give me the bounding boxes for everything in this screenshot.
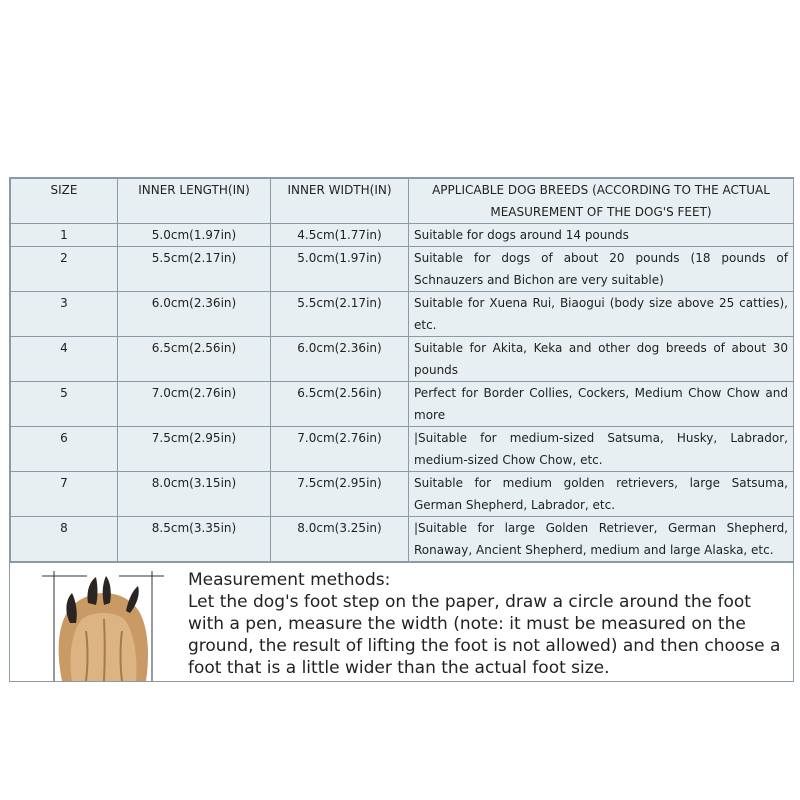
cell-size: 2 xyxy=(11,247,118,292)
cell-breeds: |Suitable for large Golden Retriever, German Shepherd, Ronaway, Ancient Shepherd, medium and large Alaska, etc. xyxy=(409,517,794,562)
cell-breeds: |Suitable for medium-sized Satsuma, Husky, Labrador, medium-sized Chow Chow, etc. xyxy=(409,427,794,472)
cell-length: 5.5cm(2.17in) xyxy=(118,247,271,292)
cell-width: 6.5cm(2.56in) xyxy=(271,382,409,427)
method-title: Measurement methods: xyxy=(188,570,391,590)
cell-size: 6 xyxy=(11,427,118,472)
header-breeds: APPLICABLE DOG BREEDS (ACCORDING TO THE ACTUAL MEASUREMENT OF THE DOG'S FEET) xyxy=(409,179,794,224)
cell-size: 8 xyxy=(11,517,118,562)
cell-length: 6.5cm(2.56in) xyxy=(118,337,271,382)
cell-width: 7.5cm(2.95in) xyxy=(271,472,409,517)
cell-breeds: Suitable for Xuena Rui, Biaogui (body size above 25 catties), etc. xyxy=(409,292,794,337)
cell-size: 5 xyxy=(11,382,118,427)
table-row xyxy=(11,292,794,337)
cell-size: 3 xyxy=(11,292,118,337)
table-header-row xyxy=(11,179,794,224)
table-row xyxy=(11,517,794,562)
cell-width: 6.0cm(2.36in) xyxy=(271,337,409,382)
size-table xyxy=(10,178,794,562)
header-inner-width: INNER WIDTH(IN) xyxy=(271,179,409,224)
cell-length: 8.0cm(3.15in) xyxy=(118,472,271,517)
cell-length: 8.5cm(3.35in) xyxy=(118,517,271,562)
cell-breeds: Suitable for Akita, Keka and other dog breeds of about 30 pounds xyxy=(409,337,794,382)
table-row xyxy=(11,247,794,292)
table-row xyxy=(11,427,794,472)
table-row xyxy=(11,472,794,517)
cell-size: 1 xyxy=(11,224,118,247)
measurement-method xyxy=(10,562,793,681)
header-inner-length: INNER LENGTH(IN) xyxy=(118,179,271,224)
table-row xyxy=(11,224,794,247)
cell-size: 7 xyxy=(11,472,118,517)
size-chart xyxy=(9,177,794,682)
cell-length: 7.5cm(2.95in) xyxy=(118,427,271,472)
cell-length: 5.0cm(1.97in) xyxy=(118,224,271,247)
table-row xyxy=(11,382,794,427)
cell-breeds: Perfect for Border Collies, Cockers, Medium Chow Chow and more xyxy=(409,382,794,427)
cell-length: 6.0cm(2.36in) xyxy=(118,292,271,337)
cell-width: 7.0cm(2.76in) xyxy=(271,427,409,472)
cell-breeds: Suitable for dogs around 14 pounds xyxy=(409,224,794,247)
header-size: SIZE xyxy=(11,179,118,224)
cell-breeds: Suitable for medium golden retrievers, large Satsuma, German Shepherd, Labrador, etc. xyxy=(409,472,794,517)
cell-size: 4 xyxy=(11,337,118,382)
cell-length: 7.0cm(2.76in) xyxy=(118,382,271,427)
cell-breeds: Suitable for dogs of about 20 pounds (18 pounds of Schnauzers and Bichon are very suitable) xyxy=(409,247,794,292)
cell-width: 8.0cm(3.25in) xyxy=(271,517,409,562)
cell-width: 5.0cm(1.97in) xyxy=(271,247,409,292)
method-text: Let the dog's foot step on the paper, draw a circle around the foot with a pen, measure the width (note: it must be measured on the ground, the result of lifting the foot is not allowed) and then choose a foot that is a little wider than the actual foot size. xyxy=(188,592,781,678)
cell-width: 5.5cm(2.17in) xyxy=(271,292,409,337)
cell-width: 4.5cm(1.77in) xyxy=(271,224,409,247)
dog-paw-icon xyxy=(42,571,164,681)
table-row xyxy=(11,337,794,382)
